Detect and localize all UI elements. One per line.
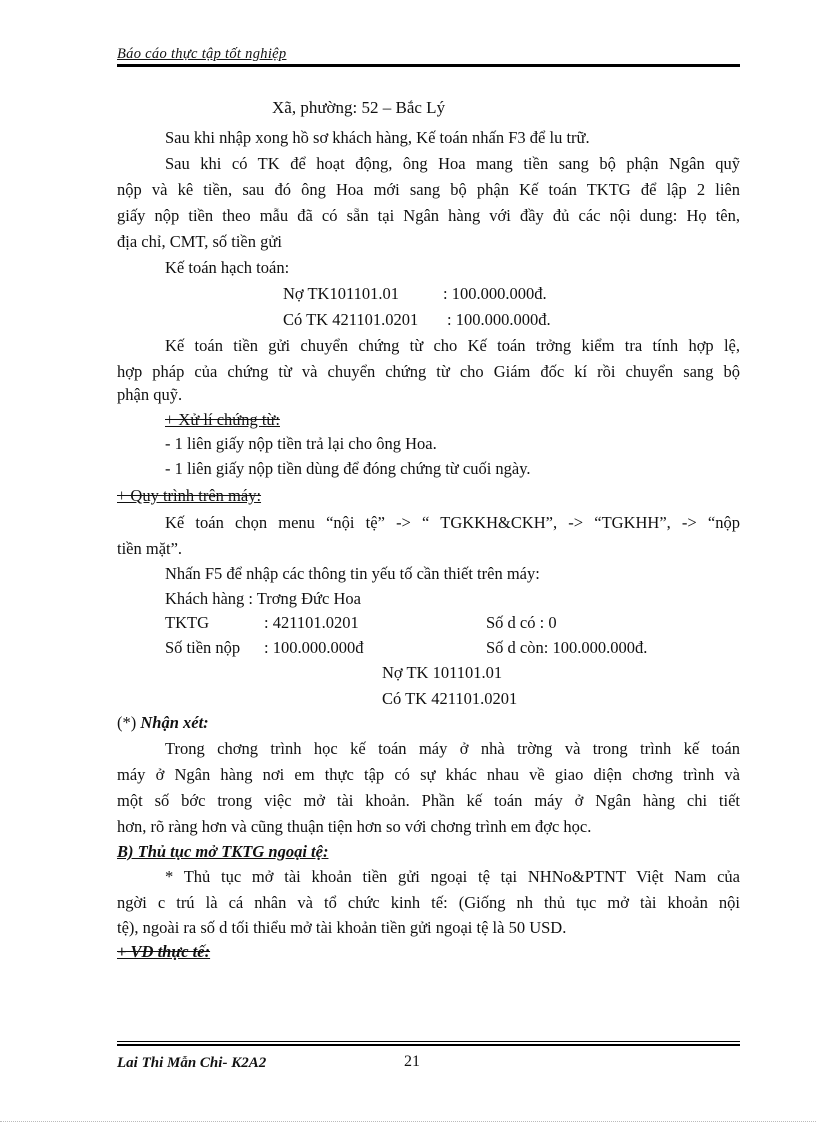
accounting-title: Kế toán hạch toán: [165, 258, 290, 277]
paragraph-transfer-line-2: hợp pháp của chứng từ và chuyển chứng từ cho Giám đốc kí rồi chuyển sang bộ [117, 362, 740, 381]
section-process-heading: + Quy trình trên máy: [117, 486, 262, 505]
balance-label: Số d có : 0 [486, 613, 557, 632]
paragraph-menu-line-1: Kế toán chọn menu “nội tệ” -> “ TGKKH&CKH”, -> “TGKHH”, -> “nộp [165, 513, 740, 532]
remark-heading [117, 711, 740, 735]
paragraph-save: Sau khi nhập xong hồ sơ khách hàng, Kế toán nhấn F3 để lu trữ. [165, 128, 590, 147]
remain-label: Số d còn: 100.000.000đ. [486, 638, 648, 657]
section-b-heading: B) Thủ tục mở TKTG ngoại tệ: [117, 842, 329, 861]
paragraph-transfer-line-1: Kế toán tiền gửi chuyển chứng từ cho Kế toán trởng kiểm tra tính hợp lệ, [165, 336, 740, 355]
section-docs-heading: + Xử lí chứng từ: [165, 410, 280, 429]
page-edge-dots [0, 1121, 816, 1122]
paragraph-foreign-line-2: ngời c trú là cá nhân và tổ chức kinh tế: (Giống nh thủ tục mở tài khoản nội [117, 893, 740, 912]
paragraph-deposit-line-4: địa chỉ, CMT, số tiền gửi [117, 232, 282, 251]
amount-value: : 100.000.000đ [264, 638, 364, 657]
footer-rule-bottom [117, 1044, 740, 1046]
remark-title: Nhận xét: [140, 713, 209, 732]
section-vd-heading: + VD thực tế: [117, 942, 211, 961]
paragraph-remark-line-3: một số bớc trong việc mở tài khoản. Phần kế toán máy ở Ngân hàng chi tiết [117, 791, 740, 810]
paragraph-deposit-line-3: giấy nộp tiền theo mẫu đã có sẵn tại Ngân hàng với đầy đủ các nội dung: Họ tên, [117, 206, 740, 225]
entry-credit-label: Có TK 421101.0201 [283, 310, 419, 329]
paragraph-menu-line-2: tiền mặt”. [117, 539, 183, 558]
center-entry-credit: Có TK 421101.0201 [382, 689, 518, 708]
header-title: Báo cáo thực tập tốt nghiệp [117, 46, 287, 62]
page-number: 21 [404, 1053, 420, 1070]
paragraph-deposit-line-1: Sau khi có TK để hoạt động, ông Hoa mang tiền sang bộ phận Ngân quỹ [165, 154, 740, 173]
address-line: Xã, phường: 52 – Bắc Lý [272, 98, 446, 117]
tktg-value: : 421101.0201 [264, 613, 359, 632]
paragraph-foreign-line-1: * Thủ tục mở tài khoản tiền gửi ngoại tệ tại NHNo&PTNT Việt Nam của [165, 867, 740, 886]
footer-author: Lai Thi Mẫn Chi- K2A2 [117, 1055, 267, 1071]
entry-debit-amount: : 100.000.000đ. [443, 284, 547, 303]
entry-debit-label: Nợ TK101101.01 [283, 284, 399, 303]
paragraph-remark-line-1: Trong chơng trình học kế toán máy ở nhà trờng và trong trình kế toán [165, 739, 740, 758]
footer-rule-top [117, 1041, 740, 1042]
paragraph-transfer-line-3: phận quỹ. [117, 385, 183, 404]
paragraph-foreign-line-3: tệ), ngoài ra số d tối thiểu mở tài khoản tiền gửi ngoại tệ là 50 USD. [117, 918, 567, 937]
entry-credit-amount: : 100.000.000đ. [447, 310, 551, 329]
amount-label: Số tiền nộp [165, 638, 241, 657]
center-entry-debit: Nợ TK 101101.01 [382, 663, 503, 682]
doc-item-2: - 1 liên giấy nộp tiền dùng để đóng chứng từ cuối ngày. [165, 459, 531, 478]
paragraph-f5: Nhấn F5 để nhập các thông tin yếu tố cần thiết trên máy: [165, 564, 540, 583]
paragraph-remark-line-2: máy ở Ngân hàng nơi em thực tập có sự khác nhau về giao diện chơng trình và [117, 765, 740, 784]
tktg-label: TKTG [165, 613, 209, 632]
paragraph-remark-line-4: hơn, rõ ràng hơn và cũng thuận tiện hơn so với chơng trình em đợc học. [117, 817, 592, 836]
header-rule [117, 64, 740, 67]
doc-item-1: - 1 liên giấy nộp tiền trả lại cho ông Hoa. [165, 434, 437, 453]
paragraph-deposit-line-2: nộp và kê tiền, sau đó ông Hoa mới sang bộ phận Kế toán TKTG để lập 2 liên [117, 180, 740, 199]
remark-prefix: (*) [117, 713, 141, 732]
customer-line: Khách hàng : Trơng Đức Hoa [165, 589, 361, 608]
